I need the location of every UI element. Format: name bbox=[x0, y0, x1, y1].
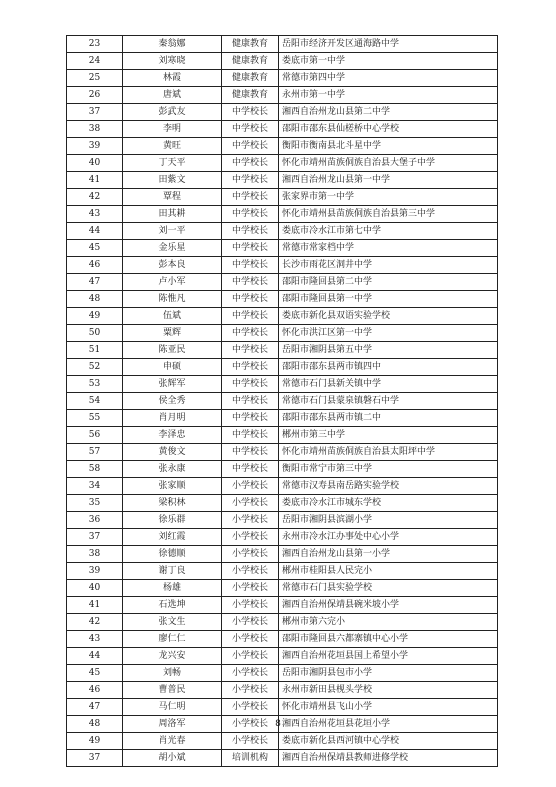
table-row bbox=[67, 410, 498, 427]
category-cell: 小学校长 bbox=[222, 648, 279, 665]
category-cell: 中学校长 bbox=[222, 342, 279, 359]
table-row bbox=[67, 87, 498, 104]
work-unit: 岳阳市湘阴县第五中学 bbox=[279, 342, 498, 359]
person-name: 卢小军 bbox=[123, 274, 222, 291]
row-number: 26 bbox=[67, 87, 123, 104]
category-cell: 中学校长 bbox=[222, 223, 279, 240]
table-row bbox=[67, 274, 498, 291]
person-name: 李明 bbox=[123, 121, 222, 138]
work-unit: 怀化市靖州县苗族侗族自治县第三中学 bbox=[279, 206, 498, 223]
row-number: 24 bbox=[67, 53, 123, 70]
category-cell: 中学校长 bbox=[222, 172, 279, 189]
category-cell: 小学校长 bbox=[222, 546, 279, 563]
work-unit: 邵阳市隆回县第一中学 bbox=[279, 291, 498, 308]
work-unit: 湘西自治州花垣县国上希望小学 bbox=[279, 648, 498, 665]
work-unit: 常德市石门县实验学校 bbox=[279, 580, 498, 597]
table-row bbox=[67, 478, 498, 495]
row-number: 42 bbox=[67, 189, 123, 206]
category-cell: 中学校长 bbox=[222, 427, 279, 444]
category-cell: 小学校长 bbox=[222, 563, 279, 580]
table-row bbox=[67, 614, 498, 631]
work-unit: 永州市冷水江办事处中心小学 bbox=[279, 529, 498, 546]
table-row bbox=[67, 597, 498, 614]
person-name: 刘一平 bbox=[123, 223, 222, 240]
row-number: 45 bbox=[67, 665, 123, 682]
person-name: 覃程 bbox=[123, 189, 222, 206]
row-number: 48 bbox=[67, 291, 123, 308]
work-unit: 长沙市雨花区洞井中学 bbox=[279, 257, 498, 274]
work-unit: 怀化市靖州县飞山小学 bbox=[279, 699, 498, 716]
row-number: 44 bbox=[67, 223, 123, 240]
category-cell: 中学校长 bbox=[222, 376, 279, 393]
work-unit: 岳阳市经济开发区通海路中学 bbox=[279, 36, 498, 53]
table-row bbox=[67, 53, 498, 70]
person-name: 胡小斌 bbox=[123, 750, 222, 767]
category-cell: 小学校长 bbox=[222, 614, 279, 631]
person-name: 田其耕 bbox=[123, 206, 222, 223]
row-number: 49 bbox=[67, 308, 123, 325]
category-cell: 中学校长 bbox=[222, 189, 279, 206]
person-name: 谢丁良 bbox=[123, 563, 222, 580]
row-number: 58 bbox=[67, 461, 123, 478]
work-unit: 岳阳市湘阴县滨湖小学 bbox=[279, 512, 498, 529]
category-cell: 小学校长 bbox=[222, 495, 279, 512]
category-cell: 健康教育 bbox=[222, 87, 279, 104]
work-unit: 娄底市新化县西河镇中心学校 bbox=[279, 733, 498, 750]
row-number: 56 bbox=[67, 427, 123, 444]
row-number: 46 bbox=[67, 257, 123, 274]
row-number: 55 bbox=[67, 410, 123, 427]
table-row bbox=[67, 529, 498, 546]
category-cell: 中学校长 bbox=[222, 444, 279, 461]
category-cell: 中学校长 bbox=[222, 206, 279, 223]
table-row bbox=[67, 155, 498, 172]
category-cell: 中学校长 bbox=[222, 325, 279, 342]
table-row bbox=[67, 121, 498, 138]
table-row bbox=[67, 648, 498, 665]
work-unit: 怀化市靖州苗族侗族自治县大堡子中学 bbox=[279, 155, 498, 172]
work-unit: 衡阳市衡南县北斗星中学 bbox=[279, 138, 498, 155]
category-cell: 小学校长 bbox=[222, 716, 279, 733]
row-number: 57 bbox=[67, 444, 123, 461]
row-number: 47 bbox=[67, 274, 123, 291]
person-name: 金乐星 bbox=[123, 240, 222, 257]
work-unit: 湘西自治州保靖县教师进修学校 bbox=[279, 750, 498, 767]
work-unit: 张家界市第一中学 bbox=[279, 189, 498, 206]
table-row bbox=[67, 699, 498, 716]
table-row bbox=[67, 563, 498, 580]
work-unit: 湘西自治州龙山县第一中学 bbox=[279, 172, 498, 189]
person-name: 廖仁仁 bbox=[123, 631, 222, 648]
roster-table bbox=[66, 35, 498, 767]
table-row bbox=[67, 750, 498, 767]
person-name: 张永康 bbox=[123, 461, 222, 478]
work-unit: 娄底市冷水江市城东学校 bbox=[279, 495, 498, 512]
row-number: 38 bbox=[67, 546, 123, 563]
row-number: 53 bbox=[67, 376, 123, 393]
table-row bbox=[67, 223, 498, 240]
person-name: 梁积林 bbox=[123, 495, 222, 512]
row-number: 44 bbox=[67, 648, 123, 665]
row-number: 40 bbox=[67, 580, 123, 597]
table-row bbox=[67, 325, 498, 342]
work-unit: 湘西自治州保靖县碗米坡小学 bbox=[279, 597, 498, 614]
table-row bbox=[67, 461, 498, 478]
table-row bbox=[67, 376, 498, 393]
work-unit: 常德市石门县新关镇中学 bbox=[279, 376, 498, 393]
category-cell: 健康教育 bbox=[222, 36, 279, 53]
category-cell: 小学校长 bbox=[222, 699, 279, 716]
work-unit: 娄底市第一中学 bbox=[279, 53, 498, 70]
category-cell: 中学校长 bbox=[222, 393, 279, 410]
row-number: 42 bbox=[67, 614, 123, 631]
row-number: 41 bbox=[67, 172, 123, 189]
work-unit: 郴州市第三中学 bbox=[279, 427, 498, 444]
person-name: 彭武友 bbox=[123, 104, 222, 121]
row-number: 39 bbox=[67, 563, 123, 580]
row-number: 47 bbox=[67, 699, 123, 716]
work-unit: 常德市常家档中学 bbox=[279, 240, 498, 257]
person-name: 黄旺 bbox=[123, 138, 222, 155]
work-unit: 湘西自治州龙山县第二中学 bbox=[279, 104, 498, 121]
row-number: 39 bbox=[67, 138, 123, 155]
row-number: 37 bbox=[67, 529, 123, 546]
person-name: 粟辉 bbox=[123, 325, 222, 342]
table-row bbox=[67, 427, 498, 444]
row-number: 48 bbox=[67, 716, 123, 733]
table-row bbox=[67, 206, 498, 223]
work-unit: 怀化市靖州苗族侗族自治县太阳坪中学 bbox=[279, 444, 498, 461]
row-number: 37 bbox=[67, 750, 123, 767]
work-unit: 常德市第四中学 bbox=[279, 70, 498, 87]
person-name: 陈亚民 bbox=[123, 342, 222, 359]
category-cell: 中学校长 bbox=[222, 359, 279, 376]
category-cell: 小学校长 bbox=[222, 682, 279, 699]
category-cell: 健康教育 bbox=[222, 53, 279, 70]
category-cell: 小学校长 bbox=[222, 512, 279, 529]
work-unit: 邵阳市邵东县两市镇四中 bbox=[279, 359, 498, 376]
row-number: 43 bbox=[67, 206, 123, 223]
person-name: 马仁明 bbox=[123, 699, 222, 716]
row-number: 38 bbox=[67, 121, 123, 138]
work-unit: 湘西自治州花垣县花垣小学 bbox=[279, 716, 498, 733]
category-cell: 中学校长 bbox=[222, 461, 279, 478]
table-row bbox=[67, 682, 498, 699]
work-unit: 衡阳市常宁市第三中学 bbox=[279, 461, 498, 478]
person-name: 唐斌 bbox=[123, 87, 222, 104]
person-name: 周洛军 bbox=[123, 716, 222, 733]
table-row bbox=[67, 631, 498, 648]
person-name: 陈惟凡 bbox=[123, 291, 222, 308]
table-row bbox=[67, 36, 498, 53]
person-name: 龙兴安 bbox=[123, 648, 222, 665]
person-name: 肖月明 bbox=[123, 410, 222, 427]
category-cell: 中学校长 bbox=[222, 155, 279, 172]
row-number: 45 bbox=[67, 240, 123, 257]
work-unit: 郴州市桂阳县人民完小 bbox=[279, 563, 498, 580]
category-cell: 中学校长 bbox=[222, 104, 279, 121]
person-name: 曹普民 bbox=[123, 682, 222, 699]
category-cell: 中学校长 bbox=[222, 240, 279, 257]
category-cell: 中学校长 bbox=[222, 121, 279, 138]
row-number: 34 bbox=[67, 478, 123, 495]
table-row bbox=[67, 546, 498, 563]
person-name: 徐乐群 bbox=[123, 512, 222, 529]
row-number: 35 bbox=[67, 495, 123, 512]
table-row bbox=[67, 138, 498, 155]
category-cell: 小学校长 bbox=[222, 733, 279, 750]
person-name: 徐德顺 bbox=[123, 546, 222, 563]
category-cell: 小学校长 bbox=[222, 529, 279, 546]
work-unit: 岳阳市湘阴县包市小学 bbox=[279, 665, 498, 682]
row-number: 51 bbox=[67, 342, 123, 359]
table-row bbox=[67, 733, 498, 750]
row-number: 36 bbox=[67, 512, 123, 529]
category-cell: 培训机构 bbox=[222, 750, 279, 767]
work-unit: 湘西自治州龙山县第一小学 bbox=[279, 546, 498, 563]
row-number: 49 bbox=[67, 733, 123, 750]
person-name: 丁天平 bbox=[123, 155, 222, 172]
table-row bbox=[67, 359, 498, 376]
person-name: 秦翁娜 bbox=[123, 36, 222, 53]
work-unit: 永州市新田县枧头学校 bbox=[279, 682, 498, 699]
table-row bbox=[67, 512, 498, 529]
row-number: 41 bbox=[67, 597, 123, 614]
person-name: 刘畅 bbox=[123, 665, 222, 682]
table-row bbox=[67, 104, 498, 121]
category-cell: 小学校长 bbox=[222, 478, 279, 495]
category-cell: 小学校长 bbox=[222, 597, 279, 614]
table-row bbox=[67, 189, 498, 206]
table-row bbox=[67, 240, 498, 257]
work-unit: 邵阳市隆回县第二中学 bbox=[279, 274, 498, 291]
person-name: 杨雄 bbox=[123, 580, 222, 597]
person-name: 林霞 bbox=[123, 70, 222, 87]
work-unit: 邵阳市邵东县两市镇二中 bbox=[279, 410, 498, 427]
page-number: 8 bbox=[275, 719, 281, 729]
person-name: 张辉军 bbox=[123, 376, 222, 393]
table-row bbox=[67, 308, 498, 325]
person-name: 伍斌 bbox=[123, 308, 222, 325]
work-unit: 邵阳市邵东县仙槎桥中心学校 bbox=[279, 121, 498, 138]
work-unit: 邵阳市隆回县六都寨镇中心小学 bbox=[279, 631, 498, 648]
table-row bbox=[67, 172, 498, 189]
table-row bbox=[67, 495, 498, 512]
person-name: 肖光春 bbox=[123, 733, 222, 750]
table-row bbox=[67, 665, 498, 682]
row-number: 43 bbox=[67, 631, 123, 648]
category-cell: 中学校长 bbox=[222, 257, 279, 274]
category-cell: 中学校长 bbox=[222, 291, 279, 308]
row-number: 25 bbox=[67, 70, 123, 87]
person-name: 李泽忠 bbox=[123, 427, 222, 444]
category-cell: 中学校长 bbox=[222, 410, 279, 427]
person-name: 石选坤 bbox=[123, 597, 222, 614]
category-cell: 中学校长 bbox=[222, 274, 279, 291]
row-number: 46 bbox=[67, 682, 123, 699]
person-name: 张文生 bbox=[123, 614, 222, 631]
table-row bbox=[67, 257, 498, 274]
person-name: 田紫文 bbox=[123, 172, 222, 189]
work-unit: 常德市汉寿县南岳路实验学校 bbox=[279, 478, 498, 495]
row-number: 50 bbox=[67, 325, 123, 342]
category-cell: 小学校长 bbox=[222, 631, 279, 648]
person-name: 张家顺 bbox=[123, 478, 222, 495]
roster-body bbox=[67, 36, 498, 767]
table-row bbox=[67, 342, 498, 359]
category-cell: 小学校长 bbox=[222, 580, 279, 597]
person-name: 刘寒晓 bbox=[123, 53, 222, 70]
category-cell: 小学校长 bbox=[222, 665, 279, 682]
work-unit: 永州市第一中学 bbox=[279, 87, 498, 104]
category-cell: 中学校长 bbox=[222, 138, 279, 155]
table-row bbox=[67, 70, 498, 87]
work-unit: 常德市石门县蒙泉镇磐石中学 bbox=[279, 393, 498, 410]
row-number: 52 bbox=[67, 359, 123, 376]
person-name: 黄俊文 bbox=[123, 444, 222, 461]
row-number: 23 bbox=[67, 36, 123, 53]
work-unit: 郴州市第六完小 bbox=[279, 614, 498, 631]
work-unit: 娄底市冷水江市第七中学 bbox=[279, 223, 498, 240]
row-number: 54 bbox=[67, 393, 123, 410]
person-name: 侯全秀 bbox=[123, 393, 222, 410]
category-cell: 中学校长 bbox=[222, 308, 279, 325]
row-number: 37 bbox=[67, 104, 123, 121]
person-name: 彭本良 bbox=[123, 257, 222, 274]
table-row bbox=[67, 291, 498, 308]
person-name: 刘红霞 bbox=[123, 529, 222, 546]
table-row bbox=[67, 393, 498, 410]
work-unit: 娄底市新化县双语实验学校 bbox=[279, 308, 498, 325]
row-number: 40 bbox=[67, 155, 123, 172]
category-cell: 健康教育 bbox=[222, 70, 279, 87]
table-row bbox=[67, 444, 498, 461]
table-row bbox=[67, 580, 498, 597]
person-name: 申硕 bbox=[123, 359, 222, 376]
work-unit: 怀化市洪江区第一中学 bbox=[279, 325, 498, 342]
